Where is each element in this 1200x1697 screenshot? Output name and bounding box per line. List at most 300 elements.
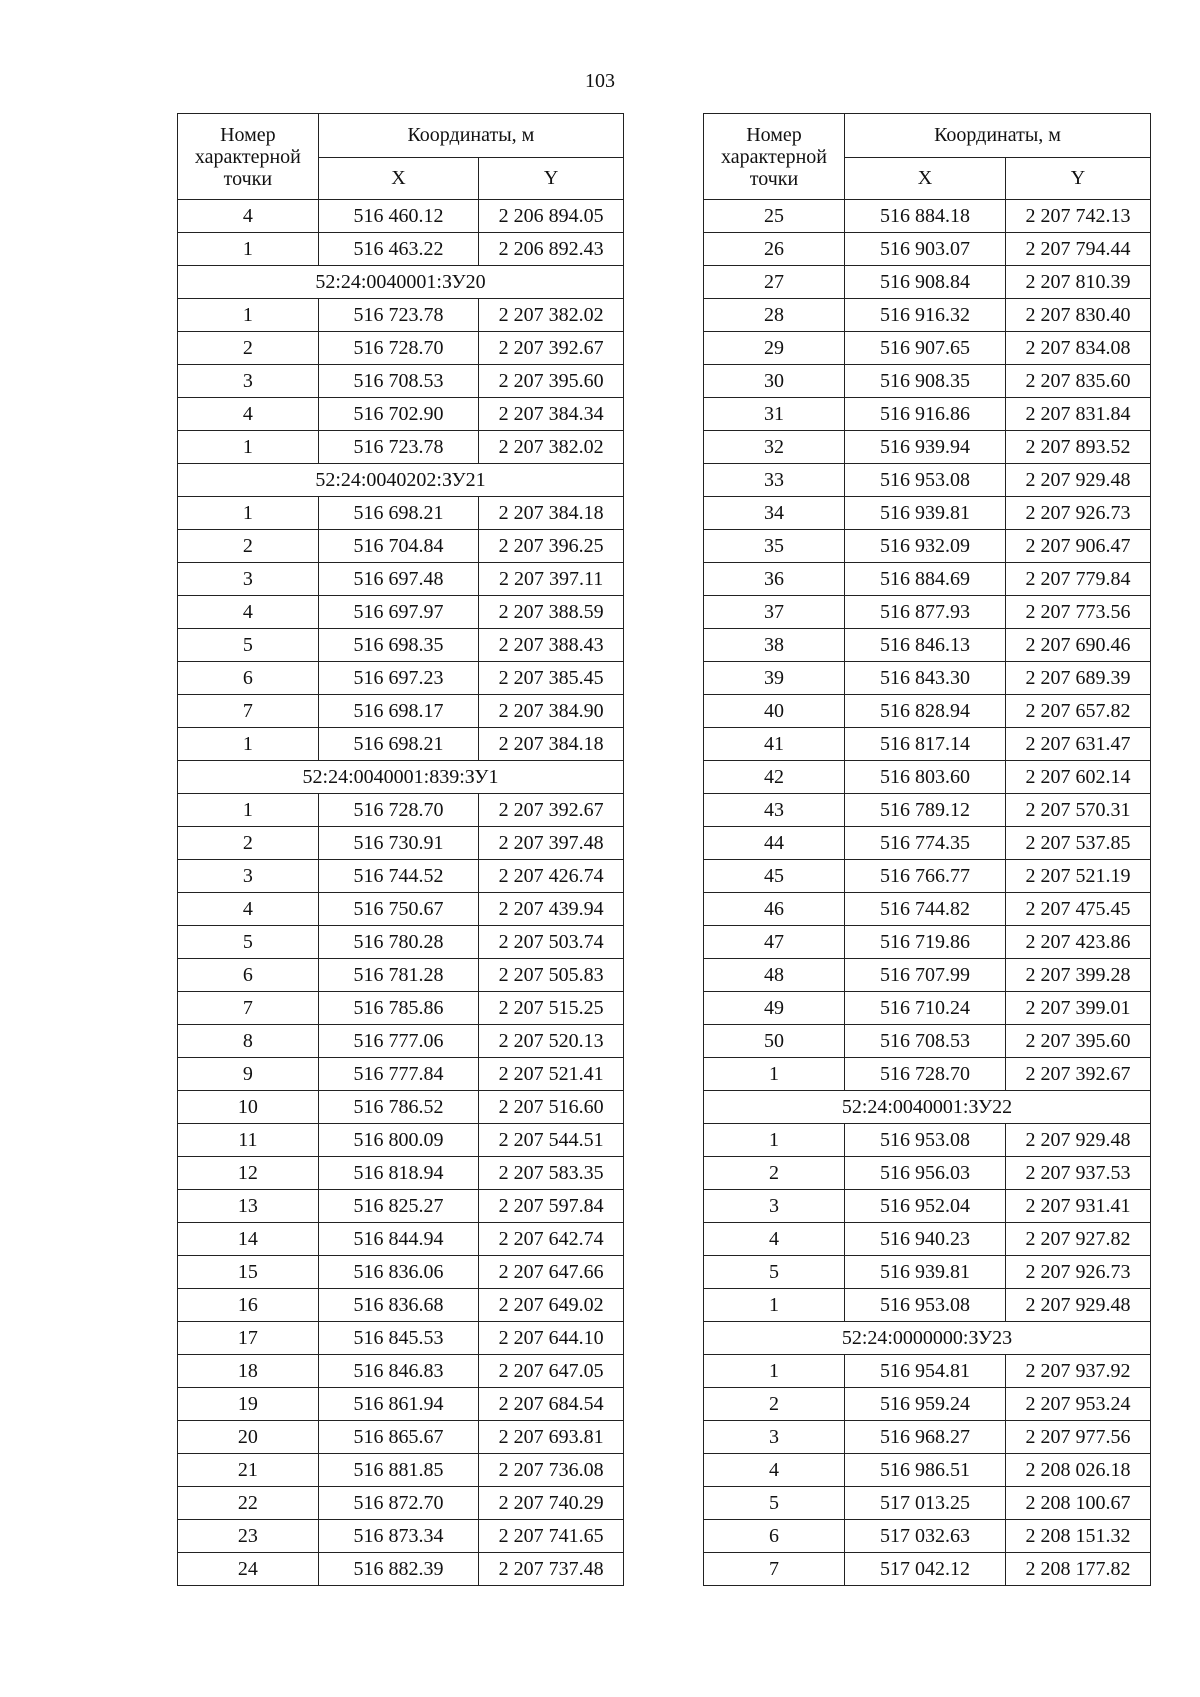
y-coordinate: 2 207 779.84 xyxy=(1006,563,1151,596)
x-coordinate: 516 817.14 xyxy=(845,728,1006,761)
x-coordinate: 516 845.53 xyxy=(318,1322,479,1355)
y-coordinate: 2 207 521.19 xyxy=(1006,860,1151,893)
y-coordinate: 2 208 026.18 xyxy=(1006,1454,1151,1487)
table-row xyxy=(704,1487,1151,1520)
point-number: 21 xyxy=(178,1454,319,1487)
point-number: 3 xyxy=(178,563,319,596)
y-coordinate: 2 207 689.39 xyxy=(1006,662,1151,695)
table-row xyxy=(704,992,1151,1025)
y-coordinate: 2 207 631.47 xyxy=(1006,728,1151,761)
table-row xyxy=(704,1388,1151,1421)
x-coordinate: 516 877.93 xyxy=(845,596,1006,629)
table-row xyxy=(704,563,1151,596)
table-row xyxy=(704,1553,1151,1586)
y-coordinate: 2 207 926.73 xyxy=(1006,497,1151,530)
x-header: X xyxy=(845,158,1006,200)
coordinates-header: Координаты, м xyxy=(845,114,1151,158)
y-coordinate: 2 207 906.47 xyxy=(1006,530,1151,563)
point-number: 23 xyxy=(178,1520,319,1553)
table-row xyxy=(178,365,624,398)
table-row xyxy=(704,299,1151,332)
table-row xyxy=(178,662,624,695)
y-coordinate: 2 207 835.60 xyxy=(1006,365,1151,398)
point-number: 3 xyxy=(178,860,319,893)
table-row xyxy=(178,1190,624,1223)
point-number: 18 xyxy=(178,1355,319,1388)
table-row xyxy=(704,1157,1151,1190)
x-coordinate: 516 723.78 xyxy=(318,299,479,332)
point-number-header-line: Номер xyxy=(746,123,802,146)
x-coordinate: 516 865.67 xyxy=(318,1421,479,1454)
y-coordinate: 2 207 397.11 xyxy=(479,563,624,596)
parcel-row xyxy=(704,1322,1151,1355)
table-row xyxy=(178,1058,624,1091)
x-coordinate: 516 460.12 xyxy=(318,200,479,233)
table-row xyxy=(178,695,624,728)
table-row xyxy=(178,959,624,992)
point-number-header-line: характерной xyxy=(721,145,827,168)
x-coordinate: 516 908.84 xyxy=(845,266,1006,299)
table-row xyxy=(704,233,1151,266)
x-coordinate: 516 698.35 xyxy=(318,629,479,662)
point-number: 44 xyxy=(704,827,845,860)
x-coordinate: 516 836.06 xyxy=(318,1256,479,1289)
parcel-row xyxy=(704,1091,1151,1124)
x-coordinate: 516 728.70 xyxy=(318,332,479,365)
table-row xyxy=(178,233,624,266)
table-row xyxy=(178,827,624,860)
table-row xyxy=(178,1223,624,1256)
x-coordinate: 516 953.08 xyxy=(845,1124,1006,1157)
x-coordinate: 516 939.81 xyxy=(845,497,1006,530)
coordinates-table-left xyxy=(177,113,624,1586)
point-number: 43 xyxy=(704,794,845,827)
table-row xyxy=(178,992,624,1025)
table-row xyxy=(178,1157,624,1190)
y-coordinate: 2 207 937.92 xyxy=(1006,1355,1151,1388)
x-coordinate: 516 728.70 xyxy=(318,794,479,827)
point-number: 2 xyxy=(704,1157,845,1190)
x-coordinate: 516 803.60 xyxy=(845,761,1006,794)
y-coordinate: 2 207 395.60 xyxy=(479,365,624,398)
x-coordinate: 516 844.94 xyxy=(318,1223,479,1256)
point-number: 25 xyxy=(704,200,845,233)
x-coordinate: 517 042.12 xyxy=(845,1553,1006,1586)
point-number-header-line: характерной xyxy=(194,145,301,168)
table-row xyxy=(704,959,1151,992)
x-coordinate: 516 777.84 xyxy=(318,1058,479,1091)
point-number: 36 xyxy=(704,563,845,596)
x-coordinate: 516 774.35 xyxy=(845,827,1006,860)
y-coordinate: 2 207 834.08 xyxy=(1006,332,1151,365)
x-coordinate: 516 723.78 xyxy=(318,431,479,464)
table-row xyxy=(704,761,1151,794)
y-coordinate: 2 207 831.84 xyxy=(1006,398,1151,431)
x-coordinate: 516 836.68 xyxy=(318,1289,479,1322)
y-coordinate: 2 207 475.45 xyxy=(1006,893,1151,926)
x-coordinate: 516 952.04 xyxy=(845,1190,1006,1223)
table-row xyxy=(704,596,1151,629)
x-coordinate: 516 697.48 xyxy=(318,563,479,596)
point-number: 1 xyxy=(178,233,319,266)
x-coordinate: 516 777.06 xyxy=(318,1025,479,1058)
y-coordinate: 2 207 505.83 xyxy=(479,959,624,992)
y-coordinate: 2 208 177.82 xyxy=(1006,1553,1151,1586)
point-number: 5 xyxy=(704,1487,845,1520)
x-coordinate: 516 708.53 xyxy=(318,365,479,398)
point-number: 1 xyxy=(178,728,319,761)
table-row xyxy=(704,497,1151,530)
x-coordinate: 516 873.34 xyxy=(318,1520,479,1553)
point-number: 49 xyxy=(704,992,845,1025)
point-number: 7 xyxy=(178,695,319,728)
x-coordinate: 516 785.86 xyxy=(318,992,479,1025)
point-number: 1 xyxy=(178,431,319,464)
x-header: X xyxy=(318,158,479,200)
table-row xyxy=(178,497,624,530)
table-row xyxy=(178,1091,624,1124)
y-coordinate: 2 207 521.41 xyxy=(479,1058,624,1091)
x-coordinate: 516 843.30 xyxy=(845,662,1006,695)
x-coordinate: 516 881.85 xyxy=(318,1454,479,1487)
table-row xyxy=(704,728,1151,761)
point-number: 31 xyxy=(704,398,845,431)
point-number: 24 xyxy=(178,1553,319,1586)
point-number: 12 xyxy=(178,1157,319,1190)
y-coordinate: 2 207 657.82 xyxy=(1006,695,1151,728)
point-number: 2 xyxy=(178,530,319,563)
x-coordinate: 516 704.84 xyxy=(318,530,479,563)
point-number: 19 xyxy=(178,1388,319,1421)
y-coordinate: 2 207 384.18 xyxy=(479,497,624,530)
point-number: 2 xyxy=(178,827,319,860)
y-coordinate: 2 208 100.67 xyxy=(1006,1487,1151,1520)
point-number: 7 xyxy=(178,992,319,1025)
point-number: 38 xyxy=(704,629,845,662)
y-coordinate: 2 207 953.24 xyxy=(1006,1388,1151,1421)
y-coordinate: 2 207 742.13 xyxy=(1006,200,1151,233)
table-row xyxy=(178,1322,624,1355)
y-header: Y xyxy=(1006,158,1151,200)
x-coordinate: 516 818.94 xyxy=(318,1157,479,1190)
y-coordinate: 2 207 597.84 xyxy=(479,1190,624,1223)
table-row xyxy=(178,530,624,563)
parcel-id: 52:24:0040001:ЗУ22 xyxy=(704,1091,1151,1124)
point-number: 5 xyxy=(178,926,319,959)
y-coordinate: 2 207 977.56 xyxy=(1006,1421,1151,1454)
parcel-id: 52:24:0000000:ЗУ23 xyxy=(704,1322,1151,1355)
y-coordinate: 2 207 736.08 xyxy=(479,1454,624,1487)
y-coordinate: 2 207 929.48 xyxy=(1006,1124,1151,1157)
y-coordinate: 2 207 929.48 xyxy=(1006,1289,1151,1322)
y-coordinate: 2 207 937.53 xyxy=(1006,1157,1151,1190)
x-coordinate: 516 932.09 xyxy=(845,530,1006,563)
point-number: 13 xyxy=(178,1190,319,1223)
table-row xyxy=(178,398,624,431)
x-coordinate: 516 750.67 xyxy=(318,893,479,926)
point-number: 10 xyxy=(178,1091,319,1124)
y-coordinate: 2 207 931.41 xyxy=(1006,1190,1151,1223)
x-coordinate: 516 908.35 xyxy=(845,365,1006,398)
table-row xyxy=(178,1421,624,1454)
point-number-header xyxy=(704,114,845,200)
point-number: 48 xyxy=(704,959,845,992)
table-row xyxy=(704,926,1151,959)
x-coordinate: 516 707.99 xyxy=(845,959,1006,992)
x-coordinate: 516 728.70 xyxy=(845,1058,1006,1091)
x-coordinate: 516 710.24 xyxy=(845,992,1006,1025)
table-row xyxy=(178,299,624,332)
y-coordinate: 2 207 690.46 xyxy=(1006,629,1151,662)
y-coordinate: 2 207 647.66 xyxy=(479,1256,624,1289)
x-coordinate: 516 884.18 xyxy=(845,200,1006,233)
table-row xyxy=(704,662,1151,695)
table-row xyxy=(704,860,1151,893)
coordinates-header: Координаты, м xyxy=(318,114,623,158)
point-number: 6 xyxy=(704,1520,845,1553)
y-coordinate: 2 207 693.81 xyxy=(479,1421,624,1454)
coordinates-table-right xyxy=(703,113,1151,1586)
x-coordinate: 516 959.24 xyxy=(845,1388,1006,1421)
y-header: Y xyxy=(479,158,624,200)
y-coordinate: 2 207 516.60 xyxy=(479,1091,624,1124)
y-coordinate: 2 207 384.18 xyxy=(479,728,624,761)
y-coordinate: 2 207 503.74 xyxy=(479,926,624,959)
x-coordinate: 516 708.53 xyxy=(845,1025,1006,1058)
point-number: 39 xyxy=(704,662,845,695)
y-coordinate: 2 207 397.48 xyxy=(479,827,624,860)
x-coordinate: 516 697.97 xyxy=(318,596,479,629)
point-number: 15 xyxy=(178,1256,319,1289)
x-coordinate: 516 953.08 xyxy=(845,464,1006,497)
y-coordinate: 2 207 544.51 xyxy=(479,1124,624,1157)
point-number: 7 xyxy=(704,1553,845,1586)
point-number: 22 xyxy=(178,1487,319,1520)
point-number: 29 xyxy=(704,332,845,365)
x-coordinate: 516 907.65 xyxy=(845,332,1006,365)
point-number: 47 xyxy=(704,926,845,959)
x-coordinate: 516 463.22 xyxy=(318,233,479,266)
point-number: 3 xyxy=(704,1190,845,1223)
x-coordinate: 516 828.94 xyxy=(845,695,1006,728)
point-number: 50 xyxy=(704,1025,845,1058)
table-row xyxy=(704,1124,1151,1157)
point-number: 40 xyxy=(704,695,845,728)
point-number: 2 xyxy=(704,1388,845,1421)
x-coordinate: 516 916.86 xyxy=(845,398,1006,431)
point-number: 32 xyxy=(704,431,845,464)
y-coordinate: 2 207 644.10 xyxy=(479,1322,624,1355)
y-coordinate: 2 207 684.54 xyxy=(479,1388,624,1421)
y-coordinate: 2 207 392.67 xyxy=(1006,1058,1151,1091)
y-coordinate: 2 207 439.94 xyxy=(479,893,624,926)
table-row xyxy=(178,1553,624,1586)
point-number: 11 xyxy=(178,1124,319,1157)
table-row xyxy=(704,893,1151,926)
page-number: 103 xyxy=(585,70,615,92)
point-number: 20 xyxy=(178,1421,319,1454)
x-coordinate: 516 872.70 xyxy=(318,1487,479,1520)
point-number: 37 xyxy=(704,596,845,629)
point-number: 3 xyxy=(178,365,319,398)
y-coordinate: 2 207 810.39 xyxy=(1006,266,1151,299)
y-coordinate: 2 207 830.40 xyxy=(1006,299,1151,332)
point-number: 5 xyxy=(704,1256,845,1289)
table-row xyxy=(178,1025,624,1058)
table-row xyxy=(704,464,1151,497)
table-row xyxy=(178,596,624,629)
y-coordinate: 2 206 892.43 xyxy=(479,233,624,266)
table-row xyxy=(178,431,624,464)
y-coordinate: 2 207 537.85 xyxy=(1006,827,1151,860)
x-coordinate: 516 903.07 xyxy=(845,233,1006,266)
point-number: 4 xyxy=(704,1223,845,1256)
table-row xyxy=(704,530,1151,563)
point-number: 6 xyxy=(178,662,319,695)
x-coordinate: 516 698.21 xyxy=(318,728,479,761)
point-number: 9 xyxy=(178,1058,319,1091)
x-coordinate: 516 846.13 xyxy=(845,629,1006,662)
x-coordinate: 516 744.82 xyxy=(845,893,1006,926)
y-coordinate: 2 207 737.48 xyxy=(479,1553,624,1586)
table-row xyxy=(704,629,1151,662)
y-coordinate: 2 207 396.25 xyxy=(479,530,624,563)
table-row xyxy=(704,827,1151,860)
y-coordinate: 2 207 515.25 xyxy=(479,992,624,1025)
y-coordinate: 2 207 382.02 xyxy=(479,431,624,464)
point-number-header-line: точки xyxy=(223,167,273,190)
table-row xyxy=(178,860,624,893)
y-coordinate: 2 208 151.32 xyxy=(1006,1520,1151,1553)
x-coordinate: 516 954.81 xyxy=(845,1355,1006,1388)
point-number: 30 xyxy=(704,365,845,398)
parcel-row xyxy=(178,266,624,299)
y-coordinate: 2 207 399.01 xyxy=(1006,992,1151,1025)
y-coordinate: 2 207 927.82 xyxy=(1006,1223,1151,1256)
table-row xyxy=(178,200,624,233)
point-number: 17 xyxy=(178,1322,319,1355)
parcel-id: 52:24:0040001:ЗУ20 xyxy=(178,266,624,299)
table-row xyxy=(704,266,1151,299)
table-row xyxy=(178,1355,624,1388)
point-number: 4 xyxy=(178,596,319,629)
point-number: 1 xyxy=(704,1355,845,1388)
y-coordinate: 2 207 384.90 xyxy=(479,695,624,728)
y-coordinate: 2 207 773.56 xyxy=(1006,596,1151,629)
x-coordinate: 516 781.28 xyxy=(318,959,479,992)
table-row xyxy=(178,1487,624,1520)
x-coordinate: 516 697.23 xyxy=(318,662,479,695)
y-coordinate: 2 207 388.59 xyxy=(479,596,624,629)
table-row xyxy=(704,1256,1151,1289)
point-number: 4 xyxy=(178,893,319,926)
y-coordinate: 2 207 392.67 xyxy=(479,794,624,827)
x-coordinate: 516 744.52 xyxy=(318,860,479,893)
x-coordinate: 516 702.90 xyxy=(318,398,479,431)
y-coordinate: 2 207 794.44 xyxy=(1006,233,1151,266)
table-row xyxy=(178,1388,624,1421)
x-coordinate: 516 953.08 xyxy=(845,1289,1006,1322)
point-number-header xyxy=(178,114,319,200)
y-coordinate: 2 207 520.13 xyxy=(479,1025,624,1058)
x-coordinate: 516 916.32 xyxy=(845,299,1006,332)
table-row xyxy=(704,1025,1151,1058)
x-coordinate: 516 882.39 xyxy=(318,1553,479,1586)
y-coordinate: 2 207 382.02 xyxy=(479,299,624,332)
x-coordinate: 517 032.63 xyxy=(845,1520,1006,1553)
point-number: 42 xyxy=(704,761,845,794)
table-row xyxy=(704,431,1151,464)
x-coordinate: 516 730.91 xyxy=(318,827,479,860)
table-row xyxy=(704,1289,1151,1322)
y-coordinate: 2 207 388.43 xyxy=(479,629,624,662)
point-number: 4 xyxy=(178,200,319,233)
x-coordinate: 516 968.27 xyxy=(845,1421,1006,1454)
x-coordinate: 516 939.81 xyxy=(845,1256,1006,1289)
y-coordinate: 2 207 649.02 xyxy=(479,1289,624,1322)
table-row xyxy=(704,1454,1151,1487)
point-number: 35 xyxy=(704,530,845,563)
y-coordinate: 2 207 893.52 xyxy=(1006,431,1151,464)
y-coordinate: 2 207 423.86 xyxy=(1006,926,1151,959)
right-table-body xyxy=(704,200,1151,1586)
point-number: 1 xyxy=(704,1124,845,1157)
point-number: 1 xyxy=(178,299,319,332)
y-coordinate: 2 206 894.05 xyxy=(479,200,624,233)
table-row xyxy=(178,629,624,662)
x-coordinate: 516 884.69 xyxy=(845,563,1006,596)
point-number: 34 xyxy=(704,497,845,530)
point-number: 6 xyxy=(178,959,319,992)
y-coordinate: 2 207 426.74 xyxy=(479,860,624,893)
x-coordinate: 516 861.94 xyxy=(318,1388,479,1421)
table-row xyxy=(704,332,1151,365)
table-row xyxy=(704,1355,1151,1388)
point-number: 14 xyxy=(178,1223,319,1256)
y-coordinate: 2 207 583.35 xyxy=(479,1157,624,1190)
point-number-header-line: точки xyxy=(749,167,799,190)
point-number: 4 xyxy=(178,398,319,431)
x-coordinate: 516 940.23 xyxy=(845,1223,1006,1256)
parcel-row xyxy=(178,761,624,794)
point-number: 45 xyxy=(704,860,845,893)
table-row xyxy=(704,1421,1151,1454)
point-number: 8 xyxy=(178,1025,319,1058)
point-number: 26 xyxy=(704,233,845,266)
table-row xyxy=(704,398,1151,431)
x-coordinate: 516 825.27 xyxy=(318,1190,479,1223)
point-number: 46 xyxy=(704,893,845,926)
x-coordinate: 516 786.52 xyxy=(318,1091,479,1124)
table-row xyxy=(178,926,624,959)
y-coordinate: 2 207 384.34 xyxy=(479,398,624,431)
y-coordinate: 2 207 570.31 xyxy=(1006,794,1151,827)
table-row xyxy=(178,1520,624,1553)
table-row xyxy=(704,1223,1151,1256)
point-number: 5 xyxy=(178,629,319,662)
point-number: 2 xyxy=(178,332,319,365)
y-coordinate: 2 207 926.73 xyxy=(1006,1256,1151,1289)
x-coordinate: 516 789.12 xyxy=(845,794,1006,827)
table-row xyxy=(178,1289,624,1322)
parcel-id: 52:24:0040202:ЗУ21 xyxy=(178,464,624,497)
point-number: 1 xyxy=(704,1289,845,1322)
x-coordinate: 516 986.51 xyxy=(845,1454,1006,1487)
point-number-header-line: Номер xyxy=(220,123,276,146)
table-row xyxy=(704,794,1151,827)
y-coordinate: 2 207 385.45 xyxy=(479,662,624,695)
point-number: 41 xyxy=(704,728,845,761)
